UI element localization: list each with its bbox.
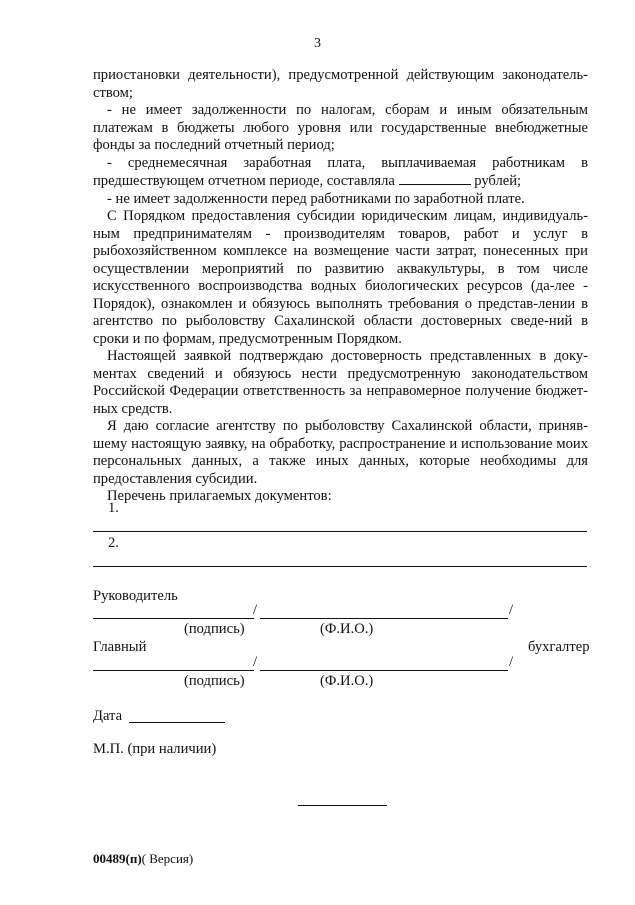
paragraph-no-tax-debt: - не имеет задолженности по налогам, сборам и иным обязательным платежам в бюджеты любого уровня или государственные внебюджетные фонды за последний отчетный период; bbox=[93, 102, 588, 153]
footer-code-number: 00489(п) bbox=[93, 851, 142, 866]
chief-name-line[interactable] bbox=[260, 670, 508, 671]
paragraph-average-salary bbox=[93, 155, 588, 191]
average-salary-text: - среднемесячная заработная плата, выплачиваемая работникам в предшествующем отчетном периоде, составляла bbox=[93, 154, 588, 189]
chief-signature-line[interactable] bbox=[93, 670, 254, 671]
chief-name-caption: (Ф.И.О.) bbox=[320, 673, 374, 689]
date-line[interactable] bbox=[129, 722, 225, 723]
head-slash-1: / bbox=[253, 602, 258, 618]
stamp-label: М.П. (при наличии) bbox=[93, 741, 217, 757]
date-label: Дата bbox=[93, 708, 123, 724]
paragraph-no-salary-debt: - не имеет задолженности перед работниками по заработной плате. bbox=[107, 190, 525, 207]
rubles-text: рублей; bbox=[474, 173, 522, 189]
document-2-line[interactable] bbox=[93, 566, 587, 567]
paragraph-confirmation: Настоящей заявкой подтверждаю достоверность представленных в доку-ментах сведений и обязуюсь нести предусмотренную законодательством Российской Федерации ответственность за неправомерное получение бюджет-ных средств. bbox=[93, 348, 588, 417]
end-rule bbox=[298, 805, 387, 806]
head-slash-2: / bbox=[509, 602, 514, 618]
chief-signature-caption: (подпись) bbox=[184, 673, 245, 689]
head-label: Руководитель bbox=[93, 588, 178, 604]
paragraph-procedure: С Порядком предоставления субсидии юридическим лицам, индивидуаль-ным предпринимателям - производителям товаров, работ и услуг в рыбохозяйственном комплексе на возмещение части затрат, понесенных при осуществлении мероприятий по развитию аквакультуры, в том числе искусственного воспроизводства водных биологических ресурсов (да-лее - Порядок), ознакомлен и обязуюсь выполнять требования о представ-лении в агентство по рыболовству Сахалинской области достоверных сведе-ний в сроки и по формам, предусмотренным Порядком. bbox=[93, 208, 588, 347]
chief-slash-1: / bbox=[253, 654, 258, 670]
head-signature-caption: (подпись) bbox=[184, 621, 245, 637]
footer-code-version: ( Версия) bbox=[141, 851, 194, 866]
head-name-caption: (Ф.И.О.) bbox=[320, 621, 374, 637]
chief-slash-2: / bbox=[509, 654, 514, 670]
salary-amount-blank[interactable] bbox=[399, 172, 471, 185]
document-1-line[interactable] bbox=[93, 531, 587, 532]
page-number: 3 bbox=[314, 36, 321, 51]
chief-label-left: Главный bbox=[93, 639, 147, 655]
paragraph-consent: Я даю согласие агентству по рыболовству Сахалинской области, приняв-шему настоящую заявку, на обработку, распространение и использование моих персональных данных, а также иных данных, которые необходимы для предоставления субсидии. bbox=[93, 418, 588, 487]
attached-documents-heading: Перечень прилагаемых документов: bbox=[107, 488, 332, 504]
document-item-2: 2. bbox=[108, 535, 119, 551]
document-item-1: 1. bbox=[108, 500, 119, 516]
head-signature-line[interactable] bbox=[93, 618, 254, 619]
head-name-line[interactable] bbox=[260, 618, 508, 619]
chief-label-right: бухгалтер bbox=[528, 639, 590, 655]
footer-code bbox=[93, 851, 193, 867]
document-body bbox=[93, 67, 588, 506]
paragraph-continuation: приостановки деятельности), предусмотренной действующим законодатель-ством; bbox=[93, 67, 588, 101]
